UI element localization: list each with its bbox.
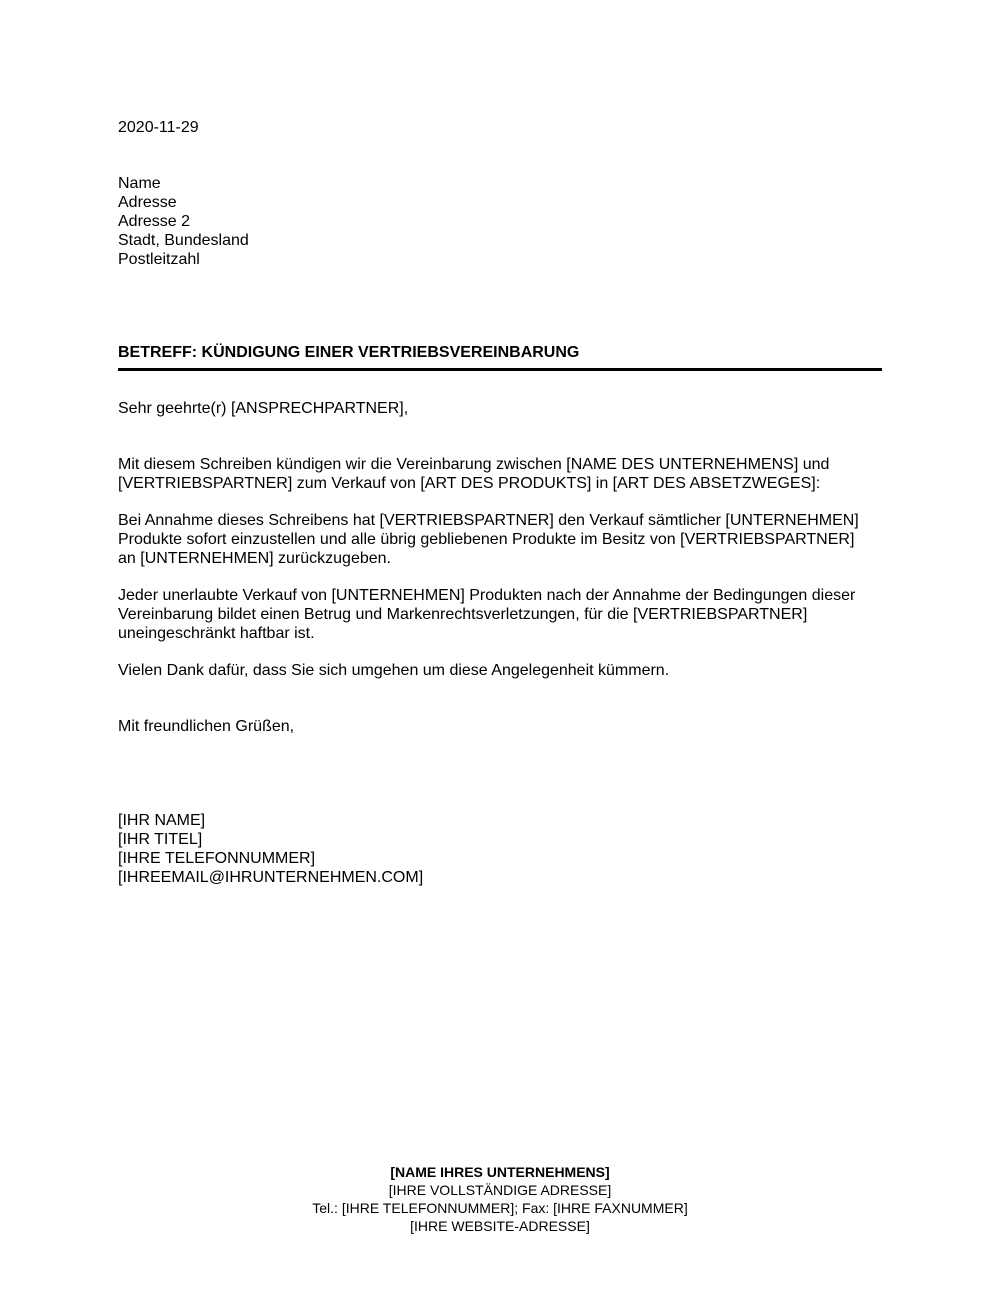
footer-phone-fax: Tel.: [IHRE TELEFONNUMMER]; Fax: [IHRE FAXNUMMER] [312, 1200, 688, 1216]
sender-title: [IHR TITEL] [118, 831, 203, 848]
subject-line: BETREFF: KÜNDIGUNG EINER VERTRIEBSVEREINBARUNG [118, 344, 580, 361]
recipient-address-line-1: Adresse [118, 194, 177, 211]
recipient-address-line-2: Adresse 2 [118, 213, 191, 230]
letter-date: 2020-11-29 [118, 119, 199, 136]
letter-footer [0, 1163, 1000, 1235]
body-paragraph-3 [118, 586, 888, 643]
sender-email: [IHREEMAIL@IHRUNTERNEHMEN.COM] [118, 869, 424, 886]
paragraph-line: Vereinbarung bildet einen Betrug und Markenrechtsverletzungen, für die [VERTRIEBSPARTNER] [118, 606, 808, 623]
body-paragraph-2 [118, 511, 888, 568]
body-paragraph-1 [118, 455, 888, 493]
paragraph-line: [VERTRIEBSPARTNER] zum Verkauf von [ART DES PRODUKTS] in [ART DES ABSETZWEGES]: [118, 475, 821, 492]
closing: Mit freundlichen Grüßen, [118, 718, 295, 735]
footer-address: [IHRE VOLLSTÄNDIGE ADRESSE] [388, 1182, 612, 1198]
paragraph-line: uneingeschränkt haftbar ist. [118, 625, 315, 642]
paragraph-line: Produkte sofort einzustellen und alle übrig gebliebenen Produkte im Besitz von [VERTRIEBSPARTNER] [118, 531, 855, 548]
sender-phone: [IHRE TELEFONNUMMER] [118, 850, 316, 867]
recipient-postal-code: Postleitzahl [118, 251, 200, 268]
paragraph-line: Mit diesem Schreiben kündigen wir die Vereinbarung zwischen [NAME DES UNTERNEHMENS] und [118, 456, 830, 473]
paragraph-line: Jeder unerlaubte Verkauf von [UNTERNEHMEN] Produkten nach der Annahme der Bedingungen dieser [118, 587, 856, 604]
body-paragraph-4: Vielen Dank dafür, dass Sie sich umgehen um diese Angelegenheit kümmern. [118, 662, 670, 679]
paragraph-line: an [UNTERNEHMEN] zurückzugeben. [118, 550, 391, 567]
sender-name: [IHR NAME] [118, 812, 206, 829]
recipient-city-state: Stadt, Bundesland [118, 232, 249, 249]
paragraph-line: Bei Annahme dieses Schreibens hat [VERTRIEBSPARTNER] den Verkauf sämtlicher [UNTERNEHMEN] [118, 512, 859, 529]
footer-website: [IHRE WEBSITE-ADRESSE] [410, 1218, 590, 1234]
signature-block [118, 811, 423, 887]
salutation: Sehr geehrte(r) [ANSPRECHPARTNER], [118, 400, 409, 417]
recipient-address-block [118, 174, 249, 269]
footer-company-name: [NAME IHRES UNTERNEHMENS] [390, 1164, 610, 1180]
recipient-name: Name [118, 175, 161, 192]
subject-divider [118, 368, 882, 371]
